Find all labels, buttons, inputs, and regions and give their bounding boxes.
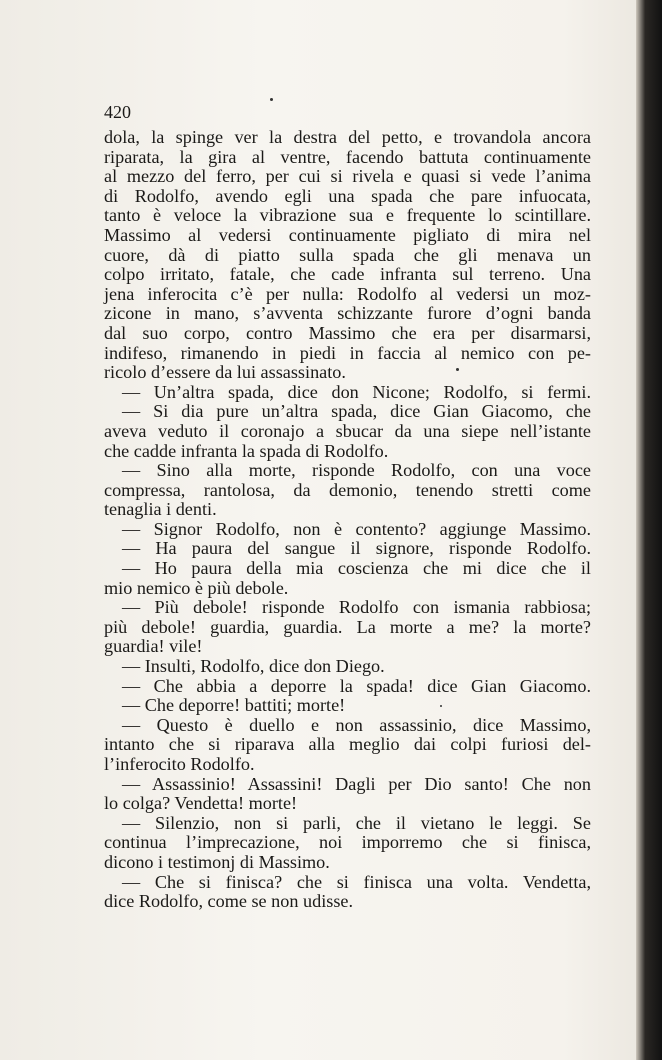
text-line: cuore, dà di piatto sulla spada che gli menava un [104, 244, 591, 265]
text-line: dal suo corpo, contro Massimo che era per disarmarsi, [104, 322, 591, 343]
text-line: — Signor Rodolfo, non è contento? aggiunge Massimo. [122, 518, 591, 539]
text-line: — Si dia pure un’altra spada, dice Gian Giacomo, che [122, 401, 591, 422]
text-line: l’inferocito Rodolfo. [104, 754, 255, 774]
text-line: riparata, la gira al ventre, facendo battuta continuamente [104, 146, 591, 167]
text-line: zicone in mano, s’avventa schizzante furore d’ogni banda [104, 303, 591, 324]
text-line: — Questo è duello e non assassinio, dice Massimo, [122, 714, 591, 735]
text-line: — Insulti, Rodolfo, dice don Diego. [122, 656, 385, 677]
text-line: tenaglia i denti. [104, 499, 217, 520]
text-line: guardia! vile! [104, 636, 203, 657]
text-line: — Silenzio, non si parli, che il vietano le leggi. Se [122, 812, 591, 833]
text-line: — Ho paura della mia coscienza che mi dice che il [122, 558, 591, 579]
text-line: colpo irritato, fatale, che cade infranta sul terreno. Una [104, 264, 591, 285]
text-line: indifeso, rimanendo in piedi in faccia al nemico con pe- [104, 342, 591, 363]
text-line: — Ha paura del sangue il signore, risponde Rodolfo. [122, 538, 591, 559]
body-text [104, 128, 591, 912]
text-line: — Sino alla morte, risponde Rodolfo, con una voce [122, 460, 591, 481]
text-line: che cadde infranta la spada di Rodolfo. [104, 440, 389, 461]
text-line: — Che abbia a deporre la spada! dice Gian Giacomo. [122, 675, 591, 696]
text-line: — Un’altra spada, dice don Nicone; Rodolfo, si fermi. [122, 381, 591, 402]
text-line: — Che deporre! battiti; morte! [122, 695, 346, 716]
text-line: dice Rodolfo, come se non udisse. [104, 891, 354, 912]
text-line: lo colga? Vendetta! morte! [104, 793, 298, 814]
text-line: intanto che si riparava alla meglio dai colpi furiosi del- [104, 734, 591, 755]
text-line: continua l’imprecazione, noi imporremo che si finisca, [104, 832, 591, 853]
text-line: jena inferocita c’è per nulla: Rodolfo al vedersi un moz- [104, 283, 591, 304]
text-line: — Che si finisca? che si finisca una volta. Vendetta, [122, 871, 591, 892]
page-number: 420 [104, 102, 131, 122]
text-line: dicono i testimonj di Massimo. [104, 851, 330, 872]
text-line: Massimo al vedersi continuamente pigliato di mira nel [104, 224, 591, 245]
text-line: al mezzo del ferro, per cui si rivela e quasi si vede l’anima [104, 166, 591, 187]
page-binding-edge [636, 0, 662, 1060]
text-line: dola, la spinge ver la destra del petto, e trovandola ancora [104, 127, 591, 147]
print-speck [270, 98, 273, 101]
text-line: — Assassinio! Assassini! Dagli per Dio santo! Che non [122, 773, 591, 794]
text-line: — Più debole! risponde Rodolfo con ismania rabbiosa; [122, 597, 591, 618]
text-line: di Rodolfo, avendo egli una spada che pare infuocata, [104, 185, 591, 206]
text-line: ricolo d’essere da lui assassinato. [104, 362, 346, 383]
text-line: più debole! guardia, guardia. La morte a me? la morte? [104, 616, 591, 637]
text-line: compressa, rantolosa, da demonio, tenendo stretti come [104, 479, 591, 500]
text-line: tanto è veloce la vibrazione sua e frequente lo scintillare. [104, 205, 591, 226]
text-line: aveva veduto il coronajo a sbucar da una siepe nell’istante [104, 420, 591, 441]
text-line: mio nemico è più debole. [104, 577, 289, 598]
